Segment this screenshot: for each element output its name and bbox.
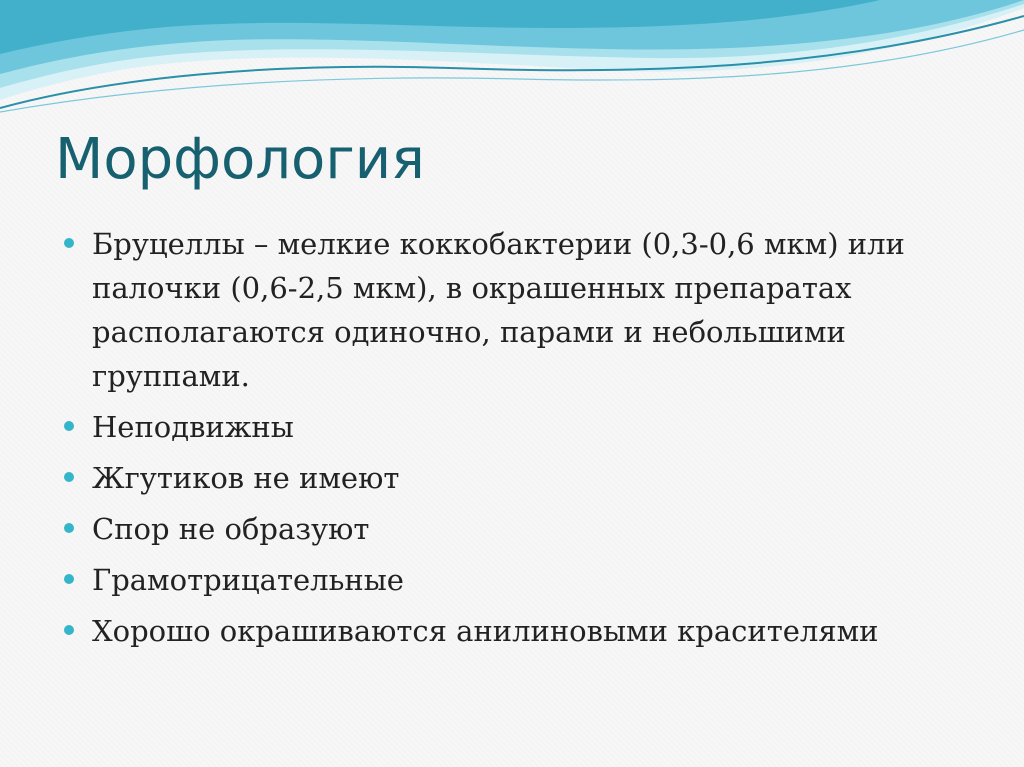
bullet-icon xyxy=(64,238,74,248)
bullet-text: Неподвижны xyxy=(92,410,294,444)
bullet-icon xyxy=(64,472,74,482)
bullet-text: Грамотрицательные xyxy=(92,563,404,597)
bullet-text: Жгутиков не имеют xyxy=(92,461,400,495)
bullet-item-staining xyxy=(64,609,984,653)
wave-decoration xyxy=(0,0,1024,120)
bullet-icon xyxy=(64,421,74,431)
bullet-text: Спор не образуют xyxy=(92,512,370,546)
bullet-item-flagella xyxy=(64,456,984,500)
slide-title: Морфология xyxy=(55,127,425,192)
bullet-item-gram xyxy=(64,558,984,602)
bullet-item-spores xyxy=(64,507,984,551)
bullet-icon xyxy=(64,574,74,584)
bullet-item-size xyxy=(64,222,984,398)
bullet-list xyxy=(64,222,984,660)
bullet-icon xyxy=(64,523,74,533)
bullet-icon xyxy=(64,625,74,635)
bullet-text: Бруцеллы – мелкие коккобактерии (0,3-0,6 мкм) или палочки (0,6-2,5 мкм), в окрашенных препаратах располагаются одиночно, парами и небольшими группами. xyxy=(92,227,905,393)
bullet-text: Хорошо окрашиваются анилиновыми красителями xyxy=(92,614,879,648)
bullet-item-motility xyxy=(64,405,984,449)
